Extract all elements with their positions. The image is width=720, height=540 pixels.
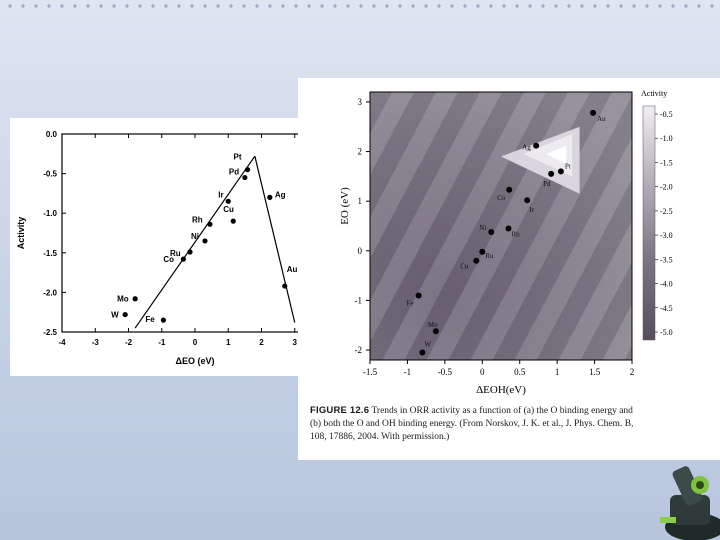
border-dot [697, 4, 700, 7]
y-tick-label-b: -1 [354, 295, 362, 306]
border-dot [710, 4, 713, 7]
x-tick-label-b: -1 [403, 367, 412, 377]
border-dot [125, 4, 128, 7]
point-label-ir: Ir [218, 190, 224, 200]
chart-a-panel [10, 118, 340, 376]
y-tick-label-b: 3 [357, 96, 362, 107]
data-point-w [123, 312, 128, 317]
border-dot [268, 4, 271, 7]
border-dot [567, 4, 570, 7]
colorbar-tick-label: -2.5 [660, 206, 673, 216]
x-tick-label-b: 1 [554, 367, 560, 377]
border-dot [203, 4, 206, 7]
data-point-b-cu [473, 258, 479, 264]
point-label-mo: Mo [117, 294, 129, 304]
colorbar-tick-label: -2.0 [660, 182, 673, 192]
border-dot [8, 4, 11, 7]
border-dot [346, 4, 349, 7]
x-tick-label-b: -1.5 [362, 367, 378, 377]
border-dot [385, 4, 388, 7]
colorbar-tick-label: -4.5 [660, 303, 673, 313]
chart-b [298, 78, 720, 460]
x-tick-label-b: 0 [480, 367, 485, 377]
data-point-mo [133, 296, 138, 301]
border-dot [684, 4, 687, 7]
x-tick-label: 0 [192, 338, 198, 347]
point-label-b-mo: Mo [427, 321, 438, 330]
x-axis-label-b: ΔEOH(eV) [476, 384, 526, 396]
y-tick-label: -2.5 [43, 328, 57, 337]
colorbar-tick-label: -1.5 [660, 158, 673, 168]
border-dot [190, 4, 193, 7]
data-point-cu [231, 219, 236, 224]
border-dot [294, 4, 297, 7]
data-point-b-co [506, 187, 512, 193]
data-point-fe [161, 318, 166, 323]
border-dot [411, 4, 414, 7]
border-dot [229, 4, 232, 7]
border-dot [515, 4, 518, 7]
border-dot [489, 4, 492, 7]
point-label-pd: Pd [228, 167, 240, 177]
border-dot [424, 4, 427, 7]
colorbar-label: Activity [641, 89, 668, 98]
figure-caption-text: Trends in ORR activity as a function of (a) the O binding energy and (b) both the O and OH binding energy. (From Norskov, J. K. et al., J. Phys. Chem. B, 108, 17886, 2004. With permission.) [310, 406, 634, 442]
colorbar-tick-label: -0.5 [660, 110, 673, 119]
colorbar [643, 106, 655, 340]
border-dot [437, 4, 440, 7]
trend-line [255, 156, 295, 322]
chart-a [10, 118, 340, 376]
point-label-rh: Rh [191, 215, 203, 225]
border-dot [372, 4, 375, 7]
border-dot [502, 4, 505, 7]
point-label-b-ir: Ir [529, 206, 534, 215]
point-label-b-au: Au [597, 114, 606, 123]
point-label-fe: Fe [145, 315, 155, 325]
border-dot [112, 4, 115, 7]
border-dot [606, 4, 609, 7]
y-tick-label-b: 2 [357, 146, 362, 157]
border-dot [164, 4, 167, 7]
border-dot [398, 4, 401, 7]
y-tick-label: -0.5 [43, 169, 57, 179]
x-tick-label: -3 [91, 338, 99, 347]
data-point-pd [242, 175, 247, 180]
y-tick-label-b: 0 [357, 245, 362, 256]
decorative-dot-border [0, 0, 720, 14]
x-tick-label: 3 [292, 338, 297, 347]
colorbar-tick-label: -3.5 [660, 255, 673, 265]
y-tick-label-b: -2 [354, 345, 362, 356]
data-point-b-ni [488, 229, 494, 235]
point-label-b-pt: Pt [564, 162, 571, 171]
border-dot [151, 4, 154, 7]
data-point-b-fe [416, 292, 422, 298]
border-dot [541, 4, 544, 7]
border-dot [138, 4, 141, 7]
border-dot [580, 4, 583, 7]
data-point-ni [202, 238, 207, 243]
border-dot [463, 4, 466, 7]
border-dot [73, 4, 76, 7]
border-dot [21, 4, 24, 7]
colorbar-tick-label: -3.0 [660, 231, 673, 241]
border-dot [34, 4, 37, 7]
heatmap-band [298, 92, 304, 460]
data-point-co [181, 257, 186, 262]
point-label-b-pd: Pd [543, 179, 551, 188]
x-tick-label-b: 0.5 [514, 367, 526, 377]
point-label-b-ru: Ru [485, 251, 494, 260]
x-tick-label-b: -0.5 [437, 367, 452, 377]
point-label-ag: Ag [274, 190, 286, 200]
border-dot [86, 4, 89, 7]
x-tick-label-b: 1.5 [588, 367, 601, 377]
border-dot [99, 4, 102, 7]
data-point-b-ag [533, 143, 539, 149]
trend-line [135, 156, 255, 328]
point-label-b-ni: Ni [479, 223, 487, 232]
data-point-b-au [590, 110, 596, 116]
point-label-b-fe: Fe [406, 299, 414, 308]
point-label-au: Au [286, 265, 298, 275]
colorbar-tick-label: -5.0 [660, 328, 673, 337]
data-point-au [282, 283, 287, 288]
border-dot [320, 4, 323, 7]
point-label-b-cu: Cu [460, 262, 469, 271]
point-label-w: W [111, 310, 119, 320]
border-dot [333, 4, 336, 7]
x-tick-label: 2 [259, 338, 264, 347]
y-tick-label: -2.0 [43, 288, 57, 298]
border-dot [255, 4, 258, 7]
border-dot [619, 4, 622, 7]
x-tick-label: -4 [58, 338, 66, 347]
data-point-ag [267, 195, 272, 200]
x-tick-label-b: 2 [629, 367, 635, 377]
border-dot [216, 4, 219, 7]
data-point-ir [226, 199, 231, 204]
colorbar-tick-label: -4.0 [660, 279, 673, 289]
point-label-b-co: Co [497, 193, 506, 202]
point-label-co: Co [163, 255, 175, 265]
y-tick-label: -1.5 [43, 248, 57, 258]
y-axis-label: Activity [16, 216, 26, 250]
point-label-b-ag: Ag [522, 143, 531, 152]
point-label-cu: Cu [223, 205, 234, 215]
border-dot [671, 4, 674, 7]
data-point-b-ir [524, 197, 530, 203]
x-tick-label: -1 [158, 338, 166, 347]
figure-label: FIGURE 12.6 [310, 405, 370, 416]
border-dot [632, 4, 635, 7]
border-dot [177, 4, 180, 7]
chart-b-panel [298, 78, 720, 460]
border-dot [359, 4, 362, 7]
data-point-b-pt [558, 168, 564, 174]
x-tick-label: -2 [124, 338, 133, 347]
point-label-pt: Pt [233, 152, 242, 162]
border-dot [242, 4, 245, 7]
data-point-b-pd [548, 171, 554, 177]
border-dot [593, 4, 596, 7]
data-point-ru [187, 249, 192, 254]
border-dot [281, 4, 284, 7]
border-dot [47, 4, 50, 7]
colorbar-tick-label: -1.0 [660, 134, 673, 144]
data-point-b-w [419, 350, 425, 356]
y-axis-label-b: EO (eV) [339, 187, 351, 225]
border-dot [658, 4, 661, 7]
point-label-b-w: W [424, 340, 432, 349]
point-label-ru: Ru [170, 249, 181, 259]
point-label-ni: Ni [190, 231, 199, 241]
border-dot [60, 4, 63, 7]
y-tick-label: 0.0 [45, 130, 57, 139]
y-tick-label-b: 1 [357, 196, 362, 207]
x-tick-label: 1 [226, 338, 231, 347]
border-dot [645, 4, 648, 7]
data-point-rh [207, 222, 212, 227]
x-axis-label: ΔEO (eV) [175, 356, 215, 366]
figure-caption [310, 404, 640, 444]
border-dot [450, 4, 453, 7]
border-dot [528, 4, 531, 7]
point-label-b-rh: Rh [511, 230, 520, 239]
microscope-decoration [640, 455, 720, 540]
data-point-pt [245, 167, 250, 172]
border-dot [307, 4, 310, 7]
border-dot [476, 4, 479, 7]
border-dot [554, 4, 557, 7]
y-tick-label: -1.0 [43, 209, 57, 219]
